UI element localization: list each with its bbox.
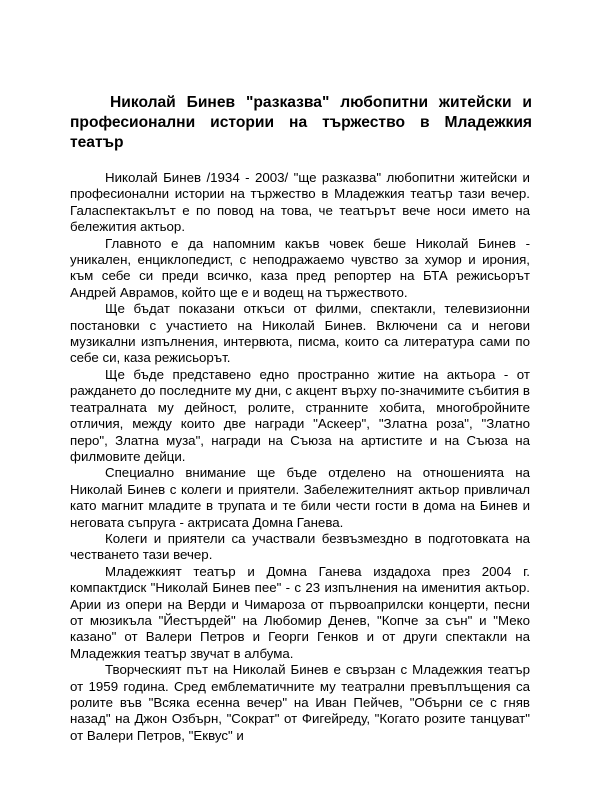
paragraph-6: Колеги и приятели са участвали безвъзмездно в подготовката на честването тази вечер. [70, 530, 530, 563]
paragraph-2: Главното е да напомним какъв човек беше Николай Бинев - уникален, енциклопедист, с неподражаемо чувство за хумор и ирония, към себе си преди всичко, каза пред репортер на БТА режисьорът Андрей Аврамов, който ще е и водещ на тържеството. [70, 235, 530, 300]
paragraph-5: Специално внимание ще бъде отделено на отношенията на Николай Бинев с колеги и приятели. Забележителният актьор привличал като магнит младите в трупата и те били чести гости в дома на Бинев и неговата съпруга - актрисата Домна Ганева. [70, 465, 530, 530]
paragraph-1: Николай Бинев /1934 - 2003/ "ще разказва" любопитни житейски и професионални истории на тържество в Младежкия театър тази вечер. Галаспектакълът е по повод на това, че театърът вече носи името на бележития актьор. [70, 170, 530, 235]
article-body [70, 170, 530, 744]
article-title: Николай Бинев "разказва" любопитни житейски и професионални истории на тържество в Младежкия театър [70, 94, 532, 151]
paragraph-3: Ще бъдат показани откъси от филми, спектакли, телевизионни постановки с участието на Николай Бинев. Включени са и негови музикални изпълнения, интервюта, писма, които са литература сами по себе си, каза режисьорът. [70, 301, 530, 366]
paragraph-4: Ще бъде представено едно пространно житие на актьора - от раждането до последните му дни, с акцент върху по-значимите събития в театралната му дейност, ролите, странните хобита, многобройните отличия, между които две награди "Аскеер", "Златна роза", "Златно перо", Златна муза", награди на Съюза на артистите и на Съюза на филмовите дейци. [70, 366, 530, 464]
paragraph-7: Младежкият театър и Домна Ганева издадоха през 2004 г. компактдиск "Николай Бинев пее" - с 23 изпълнения на именития актьор. Арии из опери на Верди и Чимароза от първоаприлски концерти, песни от мюзикъла "Йестърдей" на Любомир Денев, "Копче за сън" и "Меко казано" от Валери Петров и Георги Генков и от други спектакли на Младежкия театър звучат в албума. [70, 563, 530, 661]
paragraph-8: Творческият път на Николай Бинев е свързан с Младежкия театър от 1959 година. Сред емблематичните му театрални превъплъщения са ролите във "Всяка есенна вечер" на Иван Пейчев, "Обърни се с гняв назад" на Джон Озбърн, "Сократ" от Фигейреду, "Когато розите танцуват" от Валери Петров, "Еквус" и [70, 662, 530, 743]
